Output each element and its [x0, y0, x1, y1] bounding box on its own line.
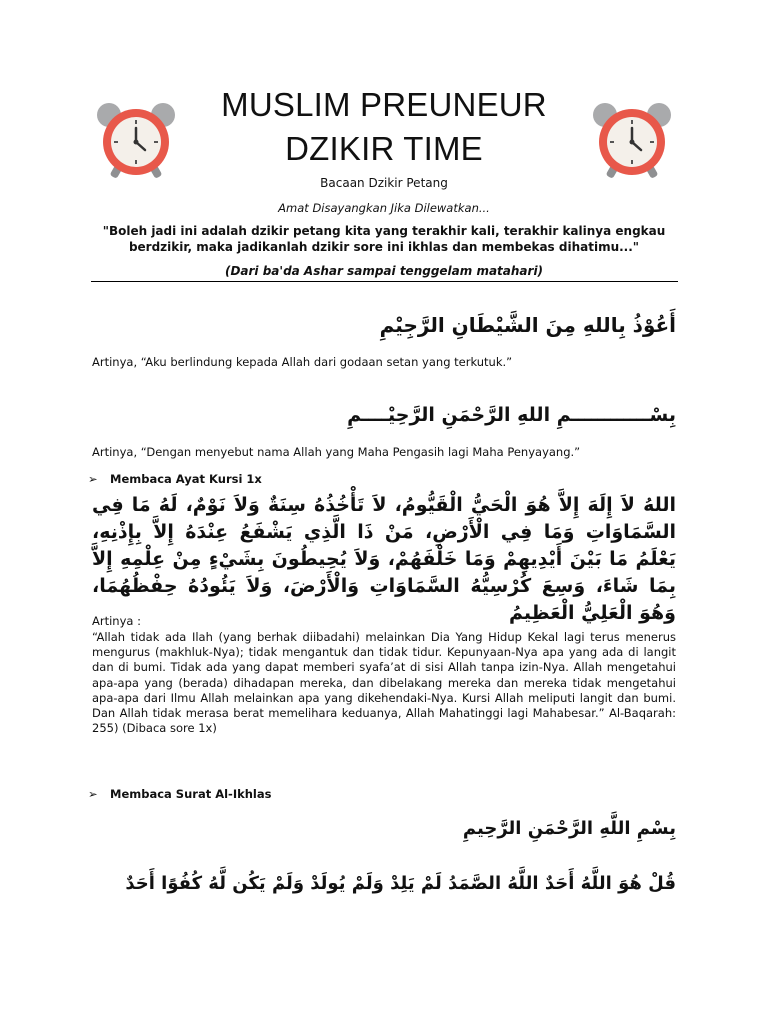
taawudz-arabic: أَعُوْذُ بِاللهِ مِنَ الشَّيْطَانِ الرَّجِيْمِ [379, 313, 676, 337]
al-ikhlas-basmalah: بِسْمِ اللَّهِ الرَّحْمَنِ الرَّحِيمِ [462, 818, 676, 839]
ayat-kursi-arabic: اللهُ لاَ إِلَهَ إِلاَّ هُوَ الْحَيُّ الْقَيُّومُ، لاَ تَأْخُذُهُ سِنَةٌ وَلاَ نَوْمٌ، لَهُ مَا فِي السَّمَاوَاتِ وَمَا فِي الْأَرْضِ، مَنْ ذَا الَّذِي يَشْفَعُ عِنْدَهُ إِلاَّ بِإِذْنِهِ، يَعْلَمُ مَا بَيْنَ أَيْدِيهِمْ وَمَا خَلْفَهُمْ، وَلاَ يُحِيطُونَ بِشَيْءٍ مِنْ عِلْمِهِ إِلاَّ بِمَا شَاءَ، وَسِعَ كُرْسِيُّهُ السَّمَاوَاتِ وَالْأَرْضَ، وَلاَ يَئُودُهُ حِفْظُهُمَا، وَهُوَ الْعَلِيُّ الْعَظِيمُ [92, 494, 676, 624]
arrow-bullet-icon: ➢ [88, 472, 98, 486]
header-divider [91, 281, 678, 282]
ayat-kursi-heading [88, 472, 262, 486]
quote: "Boleh jadi ini adalah dzikir petang kita yang terakhir kali, terakhir kalinya engkau berdzikir, maka jadikanlah dzikir sore ini ikhlas dan membekas dihatimu..." [102, 224, 666, 254]
subtitle: Bacaan Dzikir Petang [320, 176, 448, 190]
basmalah-meaning: Artinya, “Dengan menyebut nama Allah yang Maha Pengasih lagi Maha Penyayang.” [92, 445, 581, 459]
basmalah-arabic: بِسْــــــــــــمِ اللهِ الرَّحْمَنِ الرَّحِيْــــمِ [347, 404, 676, 426]
ayat-kursi-meaning-label: Artinya : [92, 614, 141, 628]
al-ikhlas-heading [88, 787, 271, 801]
arrow-bullet-icon: ➢ [88, 787, 98, 801]
title-line-2: DZIKIR TIME [285, 130, 483, 167]
al-ikhlas-heading-text: Membaca Surat Al-Ikhlas [110, 787, 272, 801]
time-note: (Dari ba'da Ashar sampai tenggelam matahari) [224, 264, 544, 278]
tagline: Amat Disayangkan Jika Dilewatkan... [278, 201, 490, 215]
ayat-kursi-heading-text: Membaca Ayat Kursi 1x [110, 472, 262, 486]
ayat-kursi-meaning: “Allah tidak ada Ilah (yang berhak diibadahi) melainkan Dia Yang Hidup Kekal lagi terus menerus mengurus (makhluk-Nya); tidak mengantuk dan tidak tidur. Kepunyaan-Nya apa yang ada di langit dan di bumi. Tidak ada yang dapat memberi syafa’at di sisi Allah tanpa izin-Nya. Allah mengetahui apa-apa yang (berada) dihadapan mereka, dan dibelakang mereka dan mereka tidak mengetahui apa-apa dari Ilmu Allah melainkan apa yang dikehendaki-Nya. Kursi Allah meliputi langit dan bumi. Dan Allah tidak merasa berat memelihara keduanya, Allah Mahatinggi lagi Mahabesar.” Al-Baqarah: 255) (Dibaca sore 1x) [92, 630, 676, 736]
taawudz-meaning: Artinya, “Aku berlindung kepada Allah dari godaan setan yang terkutuk.” [92, 355, 513, 369]
title-line-1: MUSLIM PREUNEUR [221, 86, 547, 123]
al-ikhlas-arabic: قُلْ هُوَ اللَّهُ أَحَدٌ اللَّهُ الصَّمَدُ لَمْ يَلِدْ وَلَمْ يُولَدْ وَلَمْ يَكُن لَّهُ كُفُوًا أَحَدٌ [125, 873, 676, 894]
